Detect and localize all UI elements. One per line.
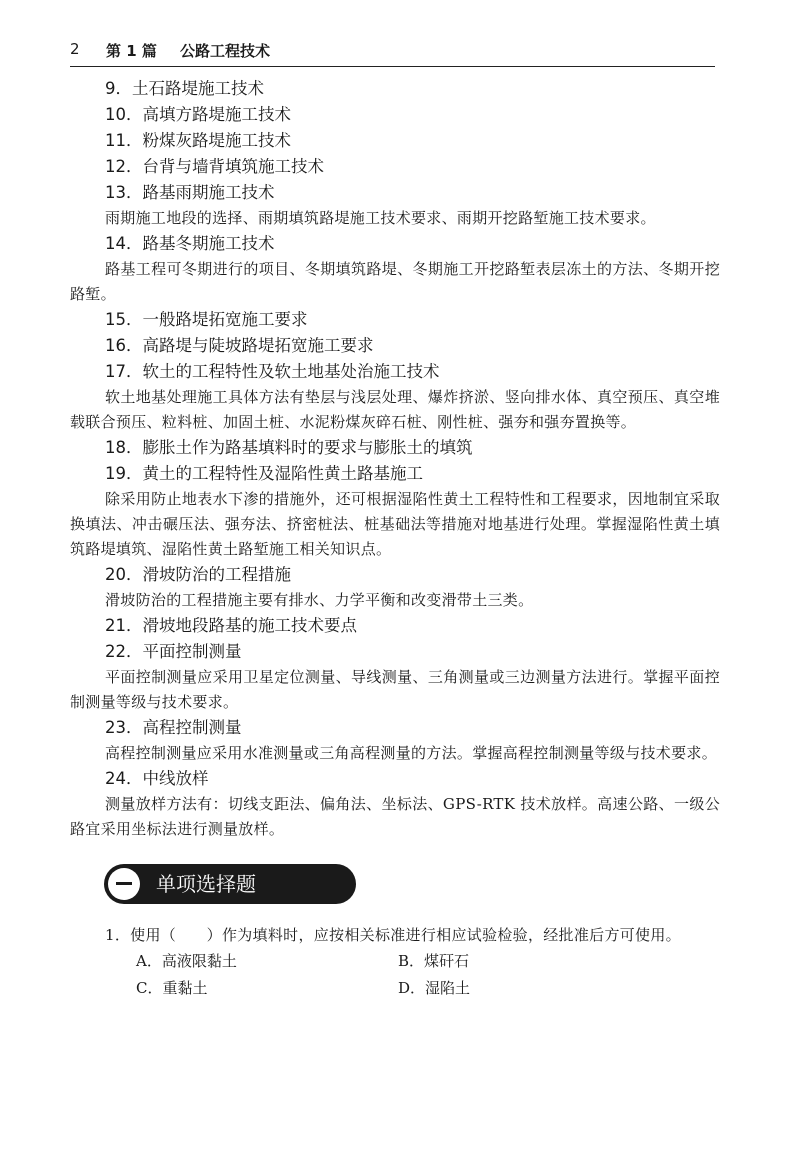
item-body: 平面控制测量应采用卫星定位测量、导线测量、三角测量或三边测量方法进行。掌握平面控制测量等级与技术要求。 (70, 668, 720, 711)
page-header (70, 36, 715, 67)
item-heading: 20．滑坡防治的工程措施 (105, 565, 291, 584)
item-heading: 18．膨胀土作为路基填料时的要求与膨胀土的填筑 (105, 438, 473, 457)
section-title: 单项选择题 (156, 872, 256, 896)
page-number: 2 (70, 40, 80, 58)
item-heading: 22．平面控制测量 (105, 642, 242, 661)
dash-icon (108, 868, 140, 900)
item-body: 测量放样方法有：切线支距法、偏角法、坐标法、GPS-RTK 技术放样。高速公路、一级公路宜采用坐标法进行测量放样。 (70, 795, 720, 838)
item-heading: 12．台背与墙背填筑施工技术 (105, 157, 324, 176)
item-heading: 24．中线放样 (105, 769, 209, 788)
item-heading: 11．粉煤灰路堤施工技术 (105, 131, 291, 150)
item-heading: 17．软土的工程特性及软土地基处治施工技术 (105, 362, 440, 381)
page-content (70, 76, 720, 1002)
item-heading: 16．高路堤与陡坡路堤拓宽施工要求 (105, 336, 374, 355)
item-body: 除采用防止地表水下渗的措施外，还可根据湿陷性黄土工程特性和工程要求，因地制宜采取换填法、冲击碾压法、强夯法、挤密桩法、桩基础法等措施对地基进行处理。掌握湿陷性黄土填筑路堤填筑、湿陷性黄土路堑施工相关知识点。 (70, 490, 720, 558)
item-body: 高程控制测量应采用水准测量或三角高程测量的方法。掌握高程控制测量等级与技术要求。 (105, 744, 718, 762)
item-heading: 19．黄土的工程特性及湿陷性黄土路基施工 (105, 464, 423, 483)
item-heading: 14．路基冬期施工技术 (105, 234, 275, 253)
header-title: 公路工程技术 (180, 42, 271, 60)
item-heading: 10．高填方路堤施工技术 (105, 105, 291, 124)
option-d: D．湿陷土 (398, 979, 471, 997)
option-c: C．重黏土 (136, 979, 208, 997)
part-label: 第 1 篇 (106, 42, 157, 60)
question-text: 1．使用（ ）作为填料时，应按相关标准进行相应试验检验，经批准后方可使用。 (105, 926, 681, 944)
item-body: 软土地基处理施工具体方法有垫层与浅层处理、爆炸挤淤、竖向排水体、真空预压、真空堆载联合预压、粒料桩、加固土桩、水泥粉煤灰碎石桩、刚性桩、强夯和强夯置换等。 (70, 388, 720, 431)
item-heading: 13．路基雨期施工技术 (105, 183, 275, 202)
item-heading: 23．高程控制测量 (105, 718, 242, 737)
item-heading: 21．滑坡地段路基的施工技术要点 (105, 616, 357, 635)
option-b: B．煤矸石 (398, 952, 470, 970)
item-body: 雨期施工地段的选择、雨期填筑路堤施工技术要求、雨期开挖路堑施工技术要求。 (105, 209, 656, 227)
item-body: 路基工程可冬期进行的项目、冬期填筑路堤、冬期施工开挖路堑表层冻土的方法、冬期开挖路堑。 (70, 260, 720, 303)
question-options (136, 948, 656, 1002)
option-a: A．高液限黏土 (136, 952, 237, 970)
item-body: 滑坡防治的工程措施主要有排水、力学平衡和改变滑带土三类。 (105, 591, 534, 609)
section-badge (104, 864, 356, 904)
item-heading: 15．一般路堤拓宽施工要求 (105, 310, 308, 329)
item-heading: 9．土石路堤施工技术 (105, 79, 264, 98)
